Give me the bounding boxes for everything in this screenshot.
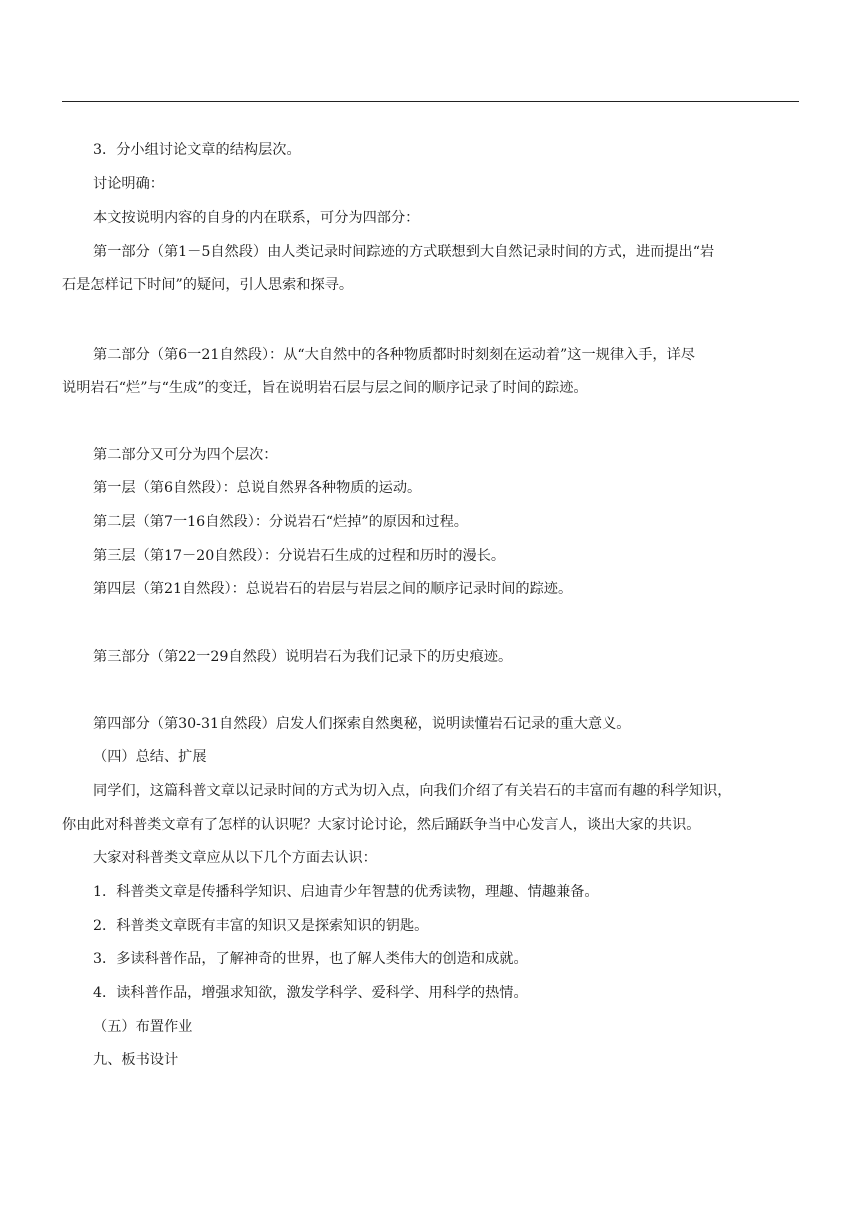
section-homework-heading: （五）布置作业 [93,1019,193,1035]
structure-intro: 本文按说明内容的自身的内在联系，可分为四部分： [93,210,420,226]
level-four: 第四层（第21自然段）：总说岩石的岩层与岩层之间的顺序记录时间的踪迹。 [93,581,573,597]
part-two-line-1: 第二部分（第6一21自然段）：从“大自然中的各种物质都时时刻刻在运动着”这一规律入手，详尽 [93,347,695,363]
point-2: 2．科普类文章既有丰富的知识又是探索知识的钥匙。 [93,918,429,934]
part-three: 第三部分（第22一29自然段）说明岩石为我们记录下的历史痕迹。 [93,649,513,665]
part-two-line-2: 说明岩石“烂”与“生成”的变迁，旨在说明岩石层与层之间的顺序记录了时间的踪迹。 [62,380,588,396]
header-rule [62,101,799,102]
part-one-line-1: 第一部分（第1－5自然段）由人类记录时间踪迹的方式联想到大自然记录时间的方式，进而提出“岩 [93,244,715,260]
level-two: 第二层（第7一16自然段）：分说岩石“烂掉”的原因和过程。 [93,514,468,530]
point-3: 3．多读科普作品，了解神奇的世界，也了解人类伟大的创造和成就。 [93,951,528,967]
point-4: 4．读科普作品，增强求知欲，激发学科学、爱科学、用科学的热情。 [93,985,528,1001]
level-one: 第一层（第6自然段）：总说自然界各种物质的运动。 [93,480,422,496]
step-3-heading: 3．分小组讨论文章的结构层次。 [93,142,301,158]
summary-line-1: 同学们，这篇科普文章以记录时间的方式为切入点，向我们介绍了有关岩石的丰富而有趣的科学知识， [93,783,732,799]
level-three: 第三层（第17－20自然段）：分说岩石生成的过程和历时的漫长。 [93,548,506,564]
part-one-line-2: 石是怎样记下时间”的疑问，引人思索和探寻。 [62,277,354,293]
section-summary-heading: （四）总结、扩展 [93,749,207,765]
point-1: 1．科普类文章是传播科学知识、启迪青少年智慧的优秀读物，理趣、情趣兼备。 [93,884,599,900]
discussion-label: 讨论明确： [93,176,164,192]
section-board-design-heading: 九、板书设计 [93,1052,179,1068]
understanding-intro: 大家对科普类文章应从以下几个方面去认识： [93,850,377,866]
part-four: 第四部分（第30-31自然段）启发人们探索自然奥秘，说明读懂岩石记录的重大意义。 [93,716,631,732]
summary-line-2: 你由此对科普类文章有了怎样的认识呢？大家讨论讨论，然后踊跃争当中心发言人，谈出大家的共识。 [62,817,701,833]
part-two-levels-intro: 第二部分又可分为四个层次： [93,447,278,463]
